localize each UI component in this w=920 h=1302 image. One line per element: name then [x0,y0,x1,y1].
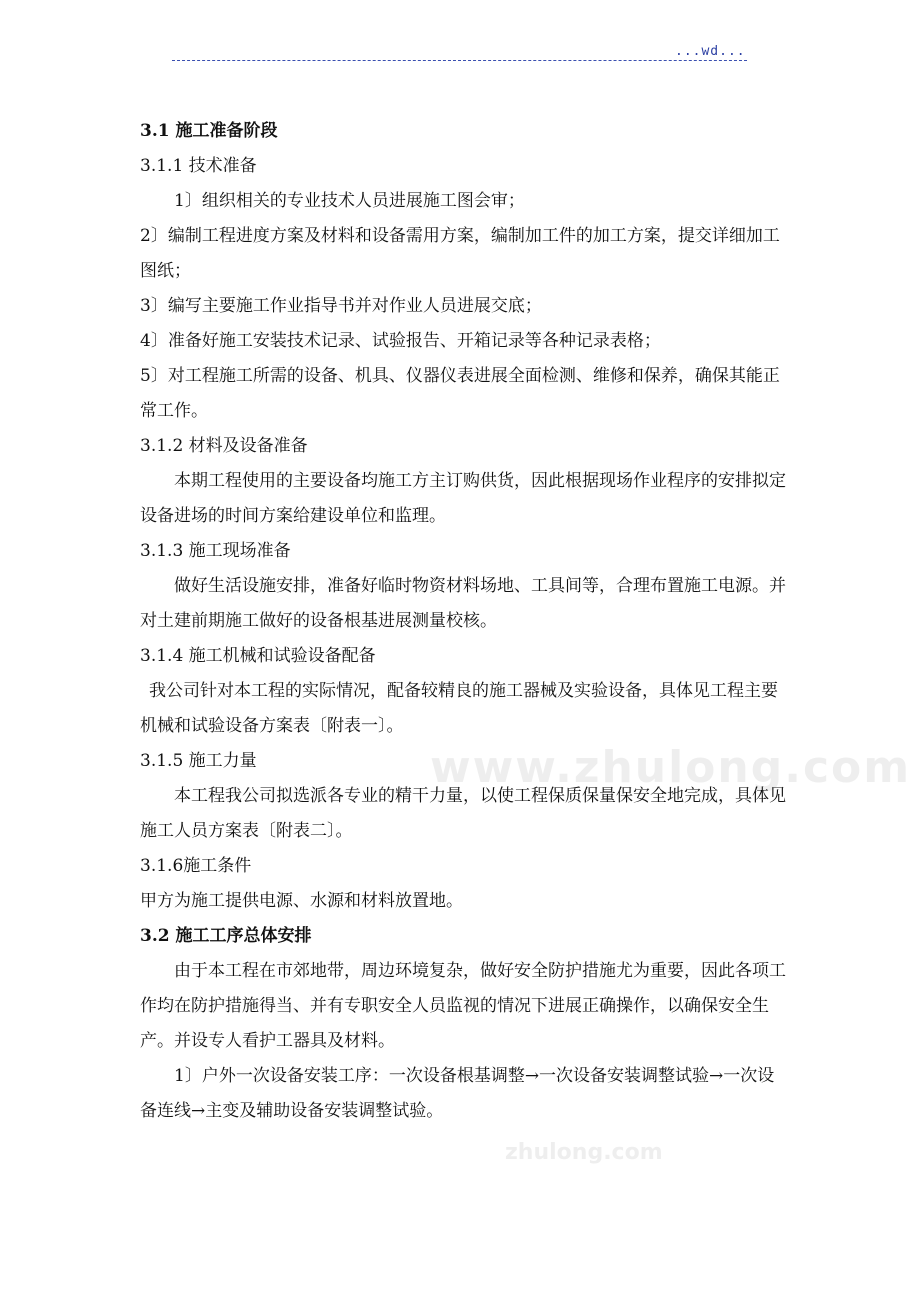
subsection-heading-3-1-1: 3.1.1 技术准备 [140,156,257,176]
subsection-heading-3-1-2: 3.1.2 材料及设备准备 [140,436,308,456]
subsection-heading-3-1-5: 3.1.5 施工力量 [140,751,257,771]
paragraph: 由于本工程在市郊地带，周边环境复杂，做好安全防护措施尤为重要，因此各项工作均在防护措施得当、并有专职安全人员监视的情况下进展正确操作，以确保安全生产。并设专人看护工器具及材料。 [140,961,786,1051]
paragraph: 我公司针对本工程的实际情况，配备较精良的施工器械及实验设备，具体见工程主要机械和试验设备方案表〔附表一〕。 [140,681,778,736]
section-heading-3-1: 3.1 施工准备阶段 [140,121,278,141]
paragraph: 甲方为施工提供电源、水源和材料放置地。 [140,891,463,911]
watermark-large: www.zhulong.com [430,742,912,793]
paragraph: 本期工程使用的主要设备均施工方主订购供货，因此根据现场作业程序的安排拟定设备进场的时间方案给建设单位和监理。 [140,471,786,526]
paragraph: 1〕组织相关的专业技术人员进展施工图会审； [174,191,525,211]
watermark-small: zhulong.com [505,1140,663,1165]
paragraph: 2〕编制工程进度方案及材料和设备需用方案，编制加工件的加工方案，提交详细加工图纸； [140,226,780,281]
subsection-heading-3-1-4: 3.1.4 施工机械和试验设备配备 [140,646,376,666]
paragraph: 3〕编写主要施工作业指导书并对作业人员进展交底； [140,296,542,316]
section-heading-3-2: 3.2 施工工序总体安排 [140,926,312,946]
paragraph: 做好生活设施安排，准备好临时物资材料场地、工具间等，合理布置施工电源。并对土建前期施工做好的设备根基进展测量校核。 [140,576,786,631]
header-mark: ...wd... [675,44,746,59]
paragraph: 4〕准备好施工安装技术记录、试验报告、开箱记录等各种记录表格； [140,331,661,351]
paragraph: 本工程我公司拟选派各专业的精干力量，以使工程保质保量保安全地完成，具体见施工人员方案表〔附表二〕。 [140,786,786,841]
paragraph: 5〕对工程施工所需的设备、机具、仪器仪表进展全面检测、维修和保养，确保其能正常工作。 [140,366,780,421]
subsection-heading-3-1-6: 3.1.6施工条件 [140,856,252,876]
paragraph: 1〕户外一次设备安装工序：一次设备根基调整→一次设备安装调整试验→一次设备连线→主变及辅助设备安装调整试验。 [140,1066,775,1121]
subsection-heading-3-1-3: 3.1.3 施工现场准备 [140,541,291,561]
header-dashed-rule [172,60,747,61]
document-body [140,114,790,1129]
